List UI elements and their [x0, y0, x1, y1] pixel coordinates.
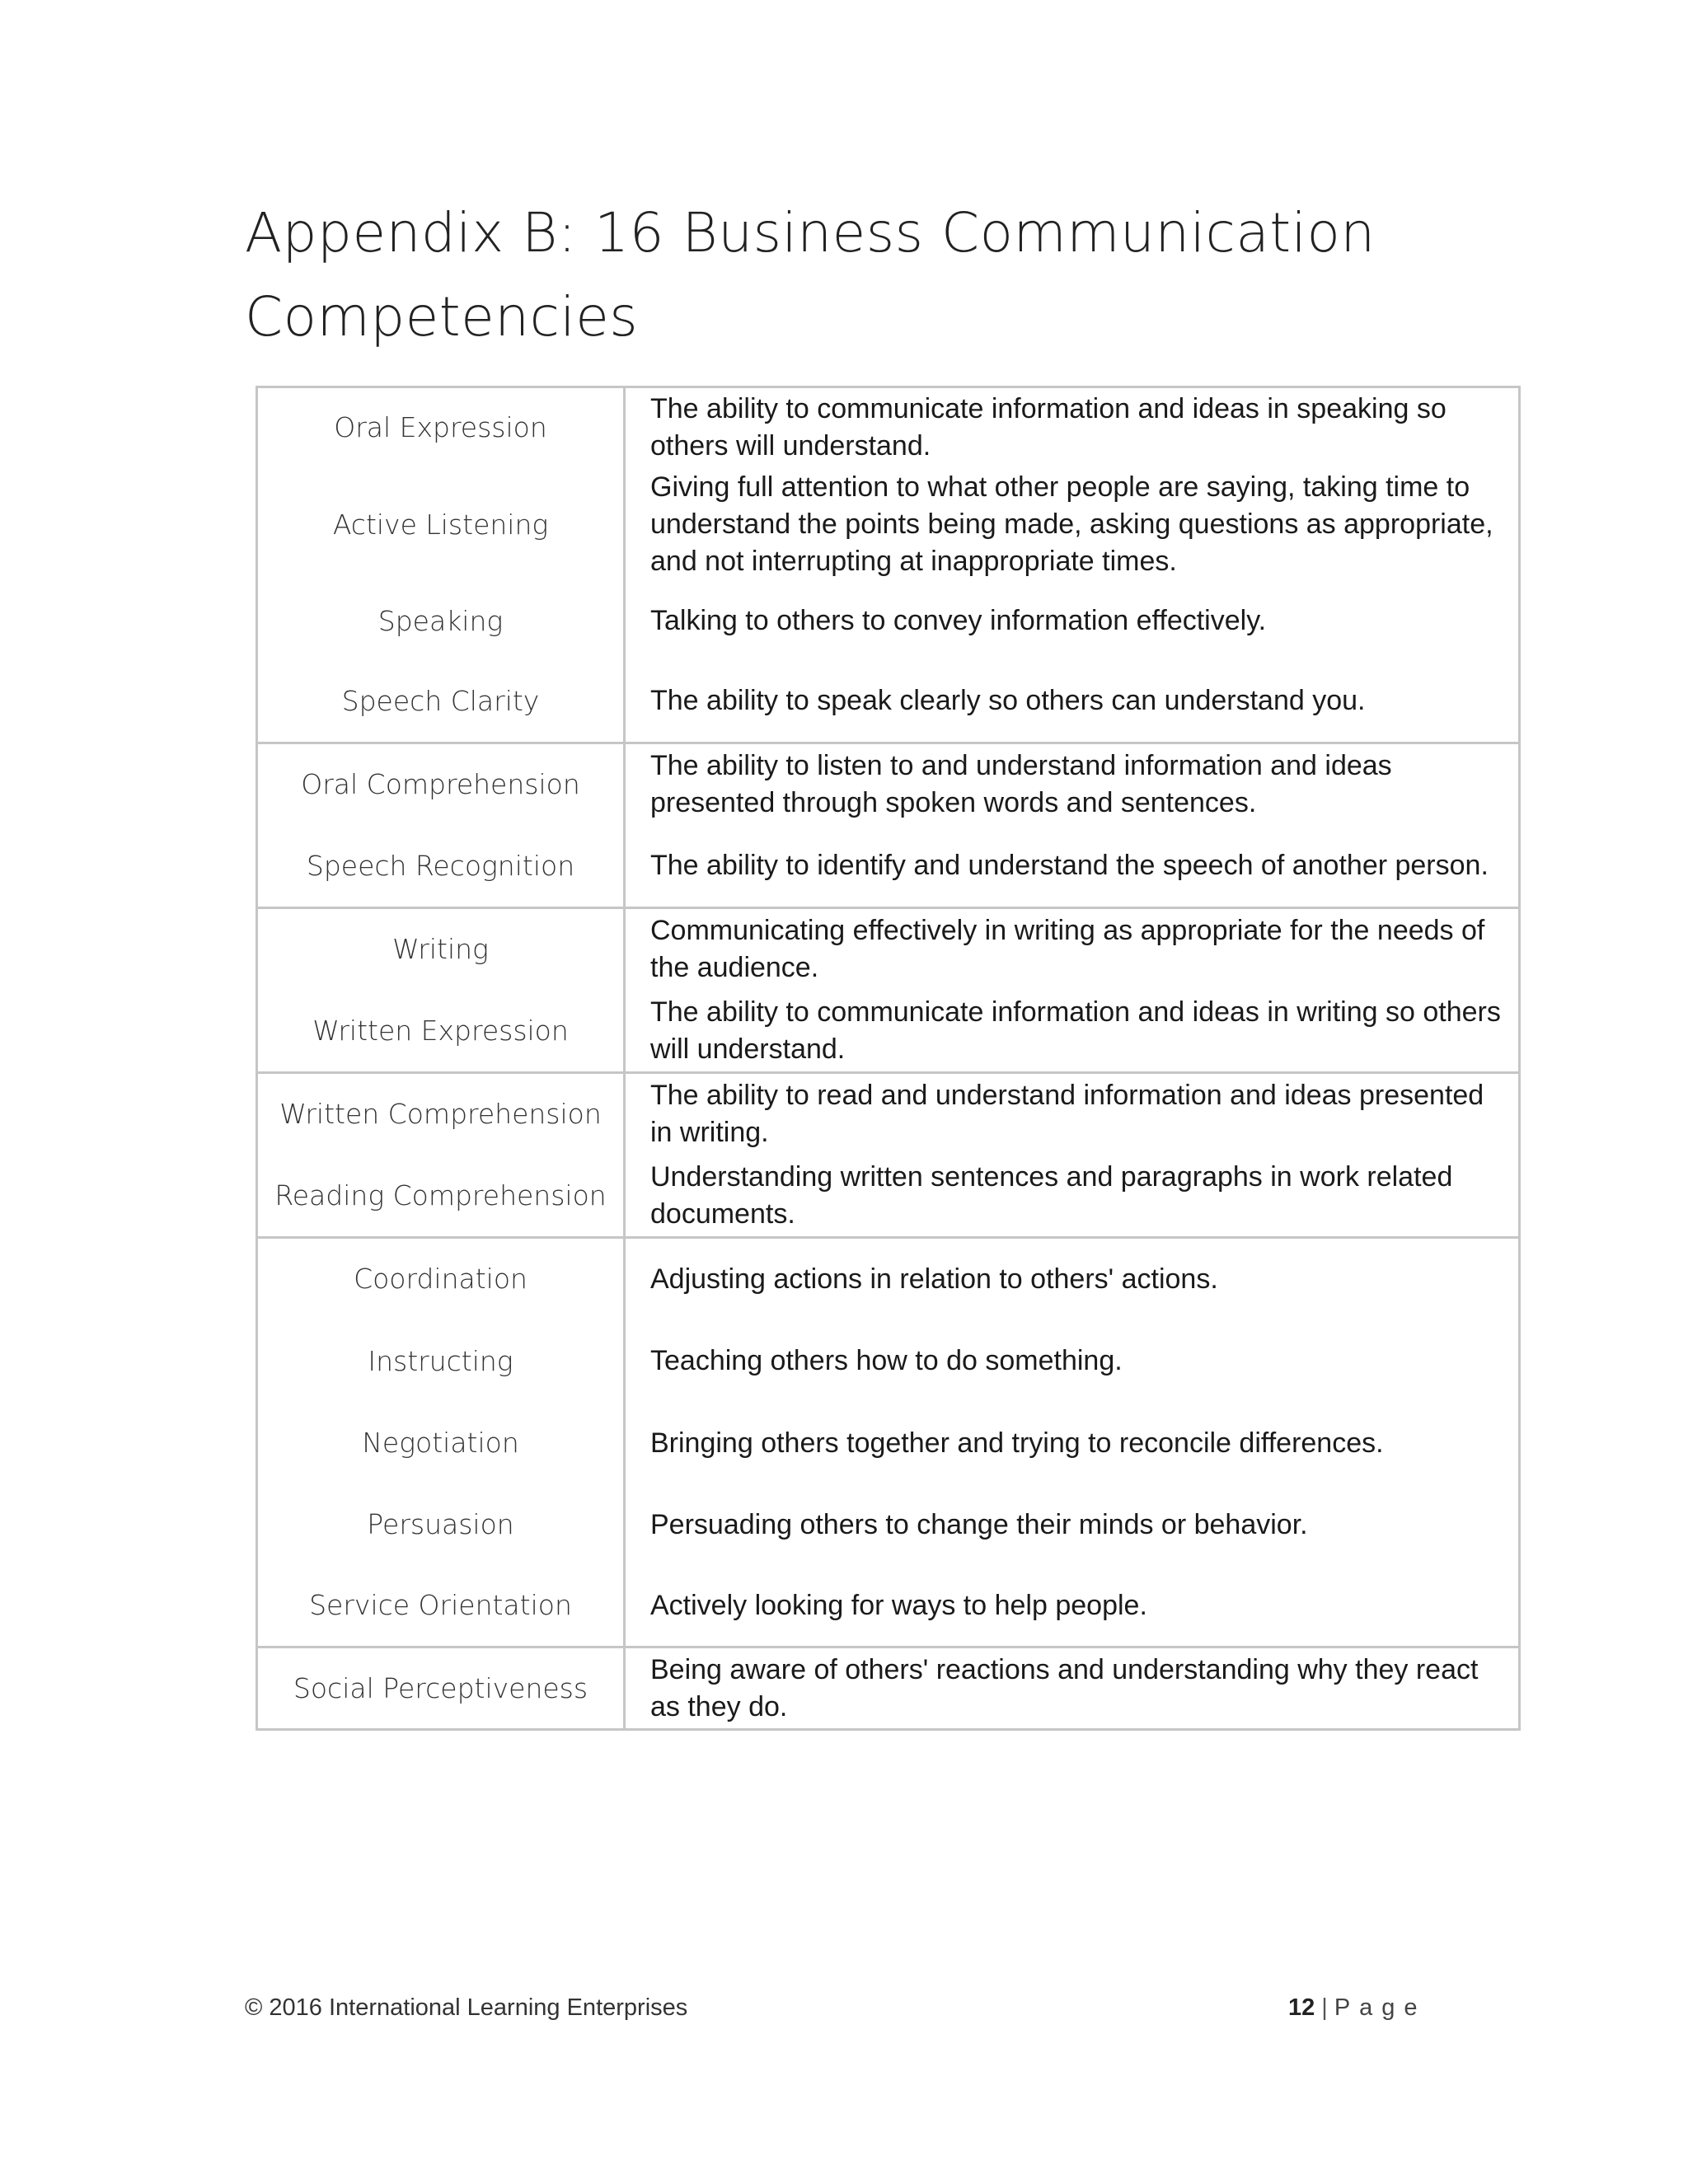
competency-description: Adjusting actions in relation to others' actions. [625, 1238, 1520, 1320]
title-line-2: Competencies [245, 285, 639, 349]
competency-description: The ability to identify and understand the speech of another person. [625, 826, 1520, 908]
table-row [257, 1566, 1520, 1647]
competency-description: Being aware of others' reactions and understanding why they react as they do. [625, 1647, 1520, 1730]
table-row [257, 582, 1520, 661]
footer-page-indicator [1288, 1994, 1427, 2022]
competency-description: Talking to others to convey information effectively. [625, 582, 1520, 661]
page-number: 12 [1288, 1994, 1315, 2021]
competency-term: Written Comprehension [257, 1073, 625, 1155]
competency-description: The ability to speak clearly so others can understand you. [625, 661, 1520, 743]
competency-description: Communicating effectively in writing as appropriate for the needs of the audience. [625, 908, 1520, 991]
competency-term: Service Orientation [257, 1566, 625, 1647]
competencies-table [256, 386, 1521, 1731]
page-separator: | [1321, 1994, 1328, 2021]
competency-description: Bringing others together and trying to reconcile differences. [625, 1403, 1520, 1484]
competency-term: Oral Comprehension [257, 743, 625, 826]
competency-term: Coordination [257, 1238, 625, 1320]
competency-description: The ability to communicate information and ideas in writing so others will understand. [625, 991, 1520, 1073]
table-row [257, 1647, 1520, 1730]
competency-term: Persuasion [257, 1484, 625, 1566]
competency-term: Writing [257, 908, 625, 991]
competency-description: Actively looking for ways to help people. [625, 1566, 1520, 1647]
competency-description: The ability to listen to and understand information and ideas presented through spoken words and sentences. [625, 743, 1520, 826]
table-row [257, 1403, 1520, 1484]
competency-term: Speech Clarity [257, 661, 625, 743]
competency-term: Written Expression [257, 991, 625, 1073]
title-line-1: Appendix B: 16 Business Communication [245, 201, 1376, 265]
table-row [257, 991, 1520, 1073]
competency-term: Speech Recognition [257, 826, 625, 908]
competency-description: Giving full attention to what other people are saying, taking time to understand the points being made, asking questions as appropriate, and not interrupting at inappropriate times. [625, 468, 1520, 582]
table-row [257, 908, 1520, 991]
competency-description: The ability to read and understand information and ideas presented in writing. [625, 1073, 1520, 1155]
table-row [257, 661, 1520, 743]
table-row [257, 1484, 1520, 1566]
table-row [257, 743, 1520, 826]
competency-term: Speaking [257, 582, 625, 661]
competency-description: Understanding written sentences and paragraphs in work related documents. [625, 1155, 1520, 1238]
competency-term: Oral Expression [257, 387, 625, 468]
footer-copyright: © 2016 International Learning Enterprises [245, 1994, 688, 2021]
competency-description: Persuading others to change their minds or behavior. [625, 1484, 1520, 1566]
competency-description: The ability to communicate information and ideas in speaking so others will understand. [625, 387, 1520, 468]
competency-term: Active Listening [257, 468, 625, 582]
table-row [257, 468, 1520, 582]
table-row [257, 1238, 1520, 1320]
competency-term: Social Perceptiveness [257, 1647, 625, 1730]
table-row [257, 387, 1520, 468]
competency-description: Teaching others how to do something. [625, 1320, 1520, 1403]
table-row [257, 1155, 1520, 1238]
table-row [257, 826, 1520, 908]
table-row [257, 1320, 1520, 1403]
competency-term: Instructing [257, 1320, 625, 1403]
page-label: Page [1334, 1994, 1427, 2021]
competency-term: Reading Comprehension [257, 1155, 625, 1238]
page-title [245, 191, 1531, 359]
competency-term: Negotiation [257, 1403, 625, 1484]
table-row [257, 1073, 1520, 1155]
